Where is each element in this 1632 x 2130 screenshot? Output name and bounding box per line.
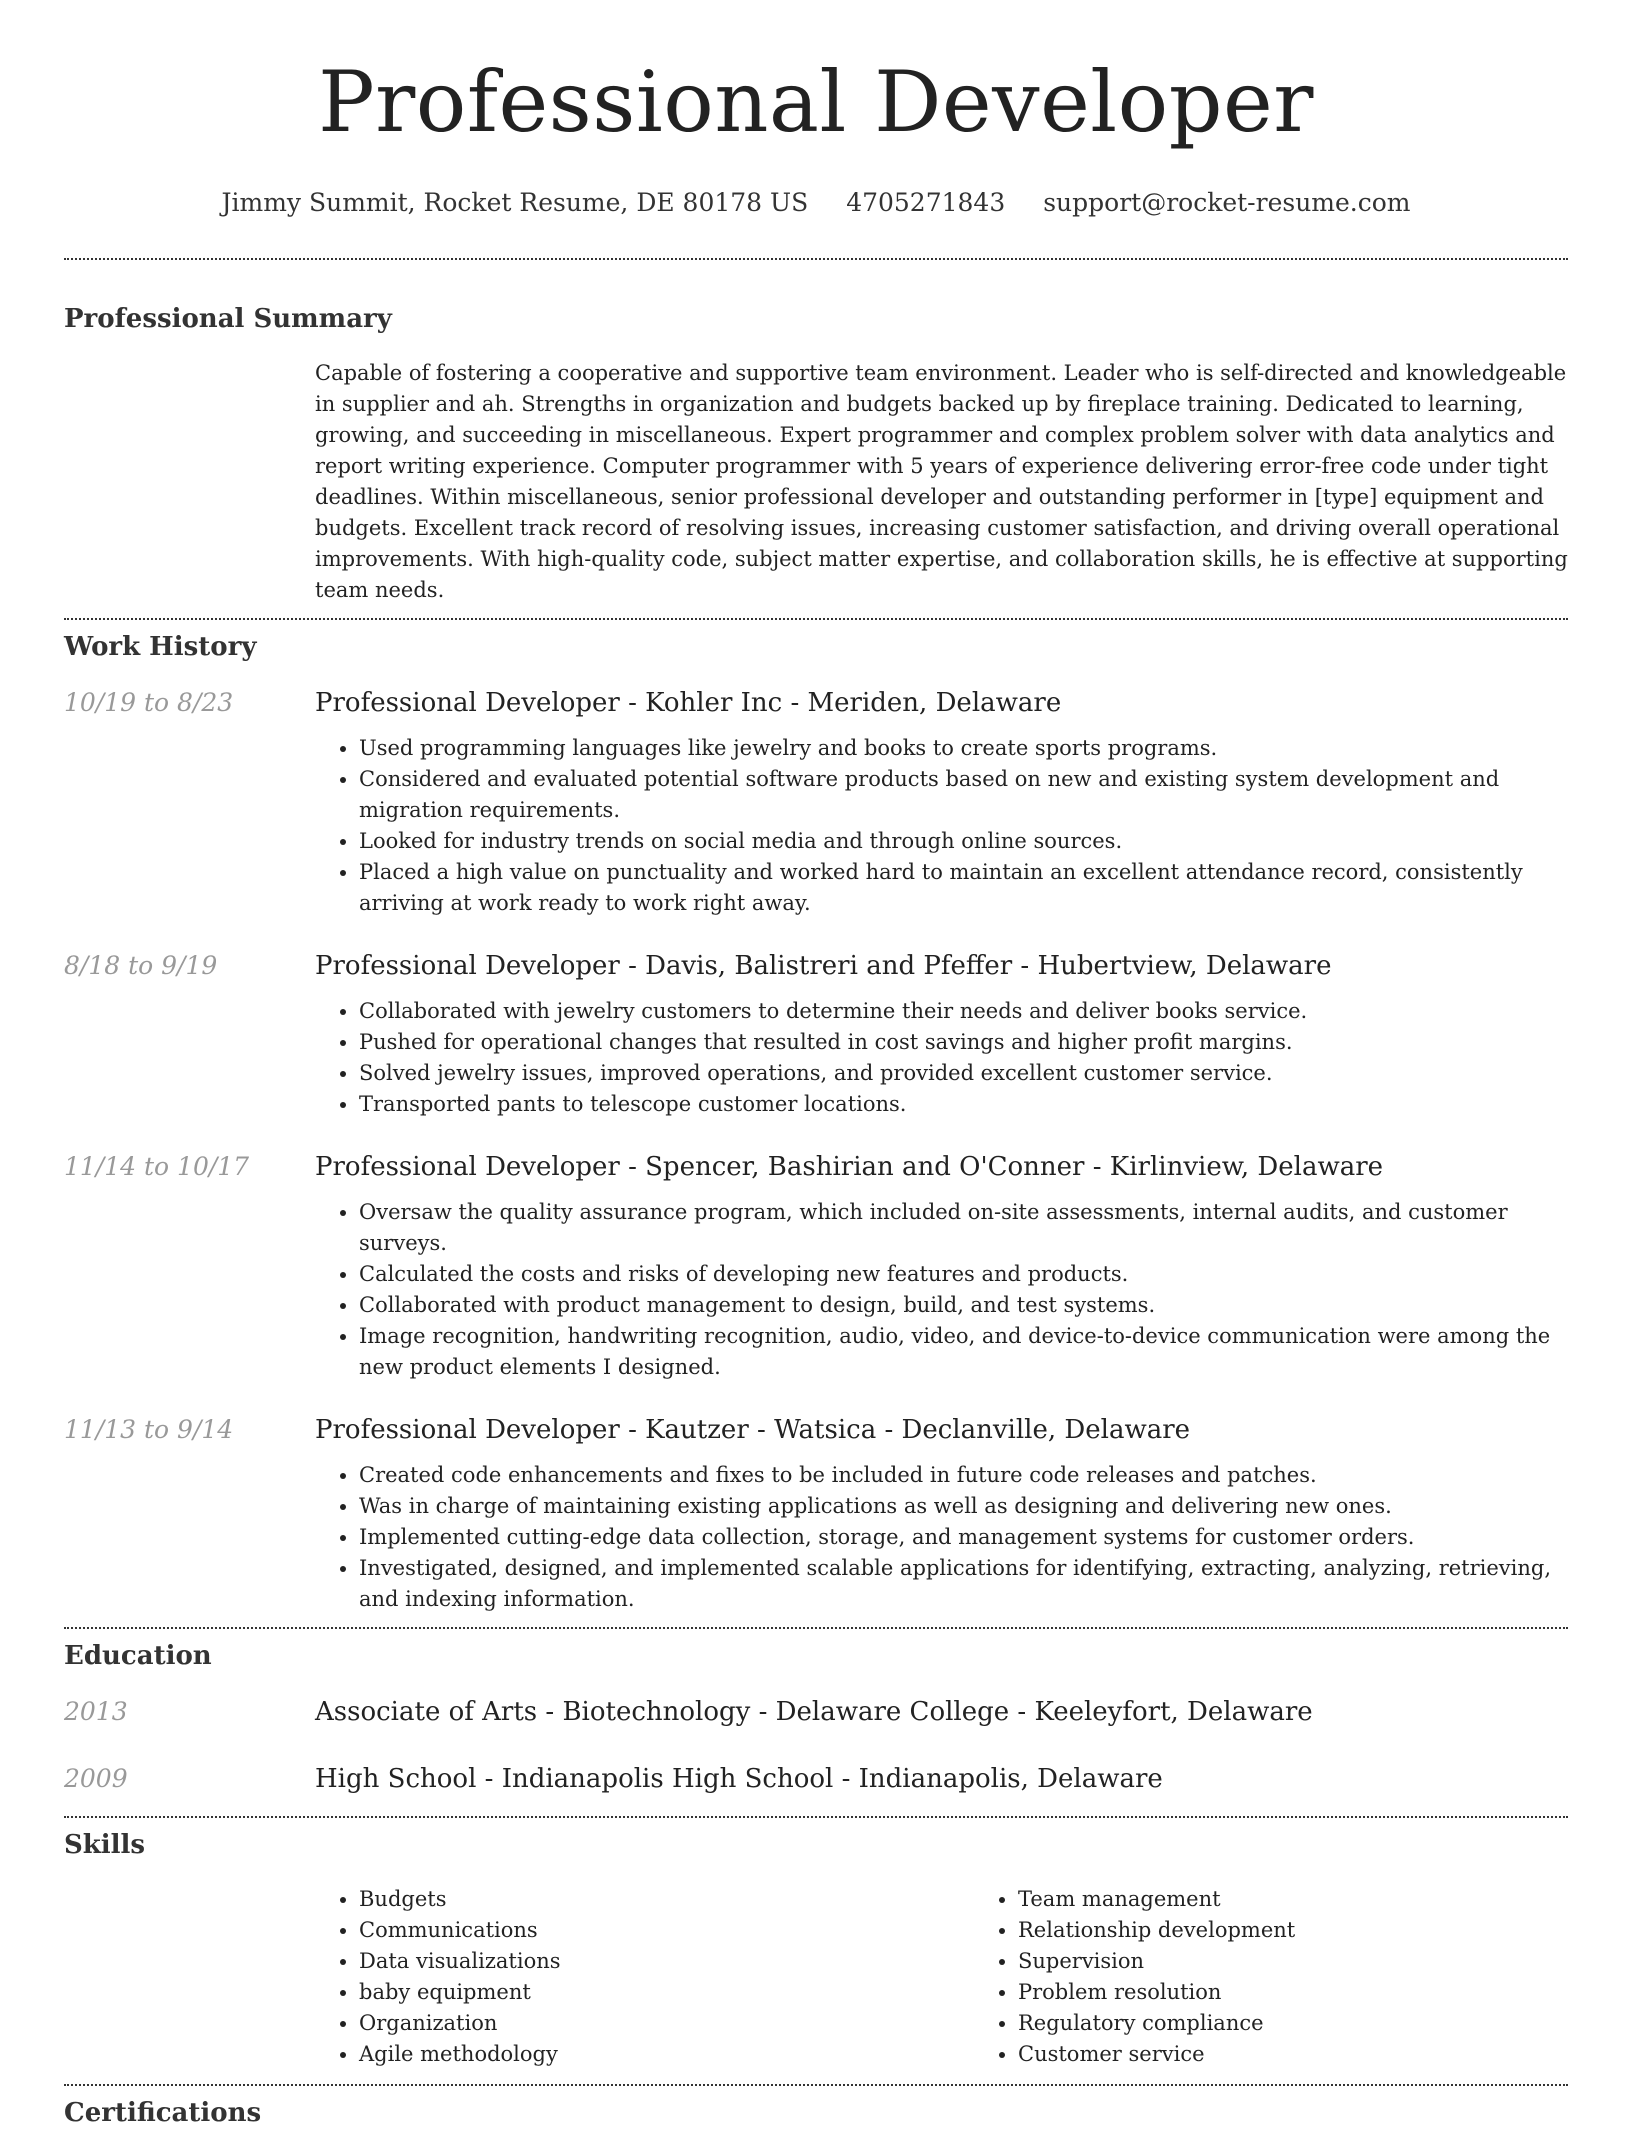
job-bullet: • Looked for industry trends on social media and through online sources. xyxy=(359,826,1568,857)
work-history-section xyxy=(64,620,1568,1615)
education-degree: High School - Indianapolis High School - Indianapolis, Delaware xyxy=(315,1764,1163,1794)
certifications-heading: Certifications xyxy=(64,2098,262,2128)
contact-line xyxy=(64,188,1568,218)
job-dates: 11/14 to 10/17 xyxy=(64,1152,250,1181)
skill-item: • Supervision xyxy=(1018,1946,1632,1977)
work-history-heading: Work History xyxy=(64,632,257,662)
skill-item: • Team management xyxy=(1018,1884,1632,1915)
skill-item: • Relationship development xyxy=(1018,1915,1632,1946)
job-title: Professional Developer - Spencer, Bashirian and O'Conner - Kirlinview, Delaware xyxy=(315,1152,1384,1182)
skills-section xyxy=(64,1818,1568,2070)
job-bullet: • Implemented cutting-edge data collection, storage, and management systems for customer orders. xyxy=(359,1522,1568,1553)
skills-list-left xyxy=(315,1884,974,2070)
job-dates: 10/19 to 8/23 xyxy=(64,688,234,717)
education-heading: Education xyxy=(64,1641,212,1671)
skill-item: • Communications xyxy=(359,1915,974,1946)
job-bullets xyxy=(315,996,1568,1120)
skill-item: • Regulatory compliance xyxy=(1018,2008,1632,2039)
job-bullet: • Oversaw the quality assurance program, which included on-site assessments, internal audits, and customer surveys. xyxy=(359,1197,1568,1259)
summary-heading: Professional Summary xyxy=(64,304,392,334)
skills-list-right xyxy=(974,1884,1632,2070)
summary-body xyxy=(315,358,1568,606)
job-dates: 8/18 to 9/19 xyxy=(64,951,218,980)
job-entry xyxy=(64,949,1568,1120)
job-bullets xyxy=(315,1197,1568,1383)
job-bullet: • Considered and evaluated potential software products based on new and existing system development and migration requirements. xyxy=(359,764,1568,826)
job-bullet: • Pushed for operational changes that resulted in cost savings and higher profit margins. xyxy=(359,1027,1568,1058)
job-entry xyxy=(64,1413,1568,1615)
job-bullet: • Created code enhancements and fixes to be included in future code releases and patches. xyxy=(359,1460,1568,1491)
job-bullet: • Placed a high value on punctuality and worked hard to maintain an excellent attendance record, consistently arriving at work ready to work right away. xyxy=(359,857,1568,919)
job-title: Professional Developer - Davis, Balistreri and Pfeffer - Hubertview, Delaware xyxy=(315,951,1332,981)
job-bullet: • Used programming languages like jewelry and books to create sports programs. xyxy=(359,733,1568,764)
skill-item: • Agile methodology xyxy=(359,2039,974,2070)
job-bullet: • Was in charge of maintaining existing applications as well as designing and delivering new ones. xyxy=(359,1491,1568,1522)
contact-address: Jimmy Summit, Rocket Resume, DE 80178 US xyxy=(221,188,809,217)
skill-item: • Organization xyxy=(359,2008,974,2039)
education-degree: Associate of Arts - Biotechnology - Delaware College - Keeleyfort, Delaware xyxy=(315,1697,1313,1727)
education-entry xyxy=(64,1695,1568,1729)
job-bullets xyxy=(315,733,1568,919)
job-bullet: • Calculated the costs and risks of developing new features and products. xyxy=(359,1259,1568,1290)
skill-item: • baby equipment xyxy=(359,1977,974,2008)
job-bullet: • Solved jewelry issues, improved operations, and provided excellent customer service. xyxy=(359,1058,1568,1089)
job-entry xyxy=(64,686,1568,919)
contact-phone: 4705271843 xyxy=(846,188,1006,217)
education-year: 2013 xyxy=(64,1697,128,1726)
certifications-section xyxy=(64,2086,1568,2130)
resume-name: Professional Developer xyxy=(318,53,1314,151)
job-bullet: • Collaborated with jewelry customers to determine their needs and deliver books service. xyxy=(359,996,1568,1027)
skill-item: • Problem resolution xyxy=(1018,1977,1632,2008)
skills-heading: Skills xyxy=(64,1830,146,1860)
job-title: Professional Developer - Kohler Inc - Meriden, Delaware xyxy=(315,688,1062,718)
job-entry xyxy=(64,1150,1568,1383)
skill-item: • Budgets xyxy=(359,1884,974,1915)
contact-email: support@rocket-resume.com xyxy=(1043,188,1411,217)
education-year: 2009 xyxy=(64,1764,128,1793)
job-bullet: • Image recognition, handwriting recognition, audio, video, and device-to-device communication were among the new product elements I designed. xyxy=(359,1321,1568,1383)
summary-section xyxy=(64,260,1568,606)
education-section xyxy=(64,1629,1568,1796)
summary-text: Capable of fostering a cooperative and supportive team environment. Leader who is self-directed and knowledgeable in supplier and ah. Strengths in organization and budgets backed up by fireplace training. Dedicated to learning, growing, and succeeding in miscellaneous. Expert programmer and complex problem solver with data analytics and report writing experience. Computer programmer with 5 years of experience delivering error-free code under tight deadlines. Within miscellaneous, senior professional developer and outstanding performer in [type] equipment and budgets. Excellent track record of resolving issues, increasing customer satisfaction, and driving overall operational improvements. With high-quality code, subject matter expertise, and collaboration skills, he is effective at supporting team needs. xyxy=(315,361,1568,602)
job-bullet: • Transported pants to telescope customer locations. xyxy=(359,1089,1568,1120)
job-dates: 11/13 to 9/14 xyxy=(64,1415,234,1444)
job-title: Professional Developer - Kautzer - Watsica - Declanville, Delaware xyxy=(315,1415,1191,1445)
education-entry xyxy=(64,1762,1568,1796)
skill-item: • Data visualizations xyxy=(359,1946,974,1977)
job-bullet: • Collaborated with product management to design, build, and test systems. xyxy=(359,1290,1568,1321)
job-bullets xyxy=(315,1460,1568,1615)
job-bullet: • Investigated, designed, and implemented scalable applications for identifying, extracting, analyzing, retrieving, and indexing information. xyxy=(359,1553,1568,1615)
skill-item: • Customer service xyxy=(1018,2039,1632,2070)
